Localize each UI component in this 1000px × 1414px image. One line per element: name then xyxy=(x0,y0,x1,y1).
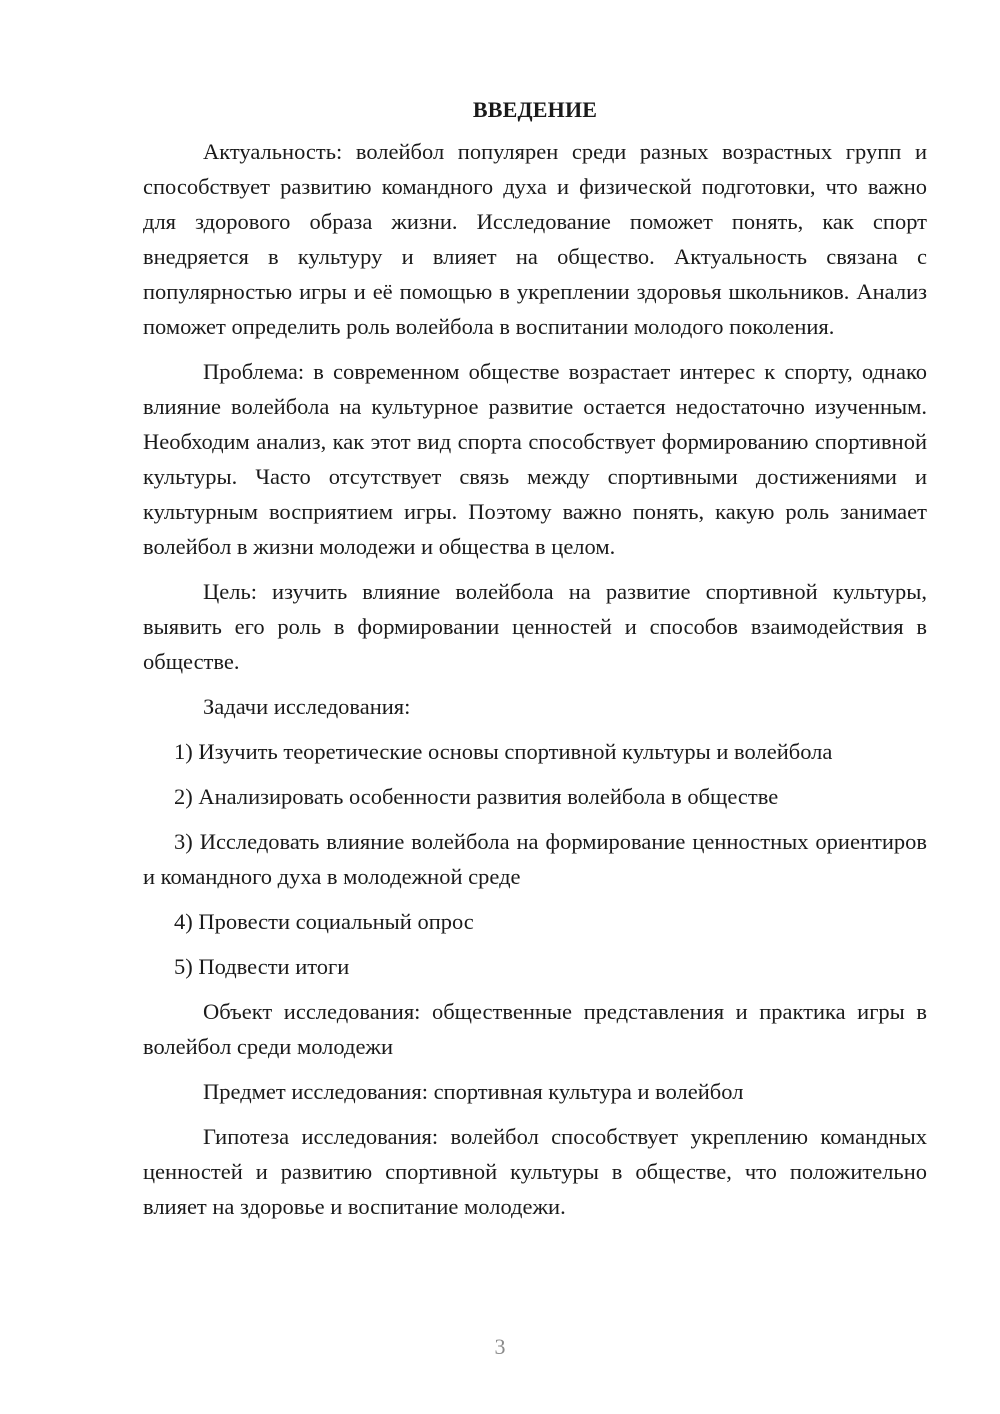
task-item-1: 1) Изучить теоретические основы спортивной культуры и волейбола xyxy=(174,739,833,764)
paragraph-object: Объект исследования: общественные представления и практика игры в волейбол среди молодежи xyxy=(143,999,927,1059)
task-item-5: 5) Подвести итоги xyxy=(174,954,350,979)
section-title: ВВЕДЕНИЕ xyxy=(472,97,598,122)
task-item-4: 4) Провести социальный опрос xyxy=(174,909,474,934)
paragraph-subject: Предмет исследования: спортивная культура и волейбол xyxy=(203,1079,744,1104)
paragraph-hypothesis: Гипотеза исследования: волейбол способствует укреплению командных ценностей и развитию спортивной культуры в обществе, что положительно влияет на здоровье и воспитание молодежи. xyxy=(143,1124,927,1219)
paragraph-goal: Цель: изучить влияние волейбола на развитие спортивной культуры, выявить его роль в формировании ценностей и способов взаимодействия в обществе. xyxy=(143,579,927,674)
paragraph-problem: Проблема: в современном обществе возрастает интерес к спорту, однако влияние волейбола на культурное развитие остается недостаточно изученным. Необходим анализ, как этот вид спорта способствует формированию спортивной культуры. Часто отсутствует связь между спортивными достижениями и культурным восприятием игры. Поэтому важно понять, какую роль занимает волейбол в жизни молодежи и общества в целом. xyxy=(143,359,927,559)
task-item-2: 2) Анализировать особенности развития волейбола в обществе xyxy=(174,784,779,809)
paragraph-tasks-heading: Задачи исследования: xyxy=(203,694,411,719)
paragraph-relevance: Актуальность: волейбол популярен среди разных возрастных групп и способствует развитию командного духа и физической подготовки, что важно для здорового образа жизни. Исследование поможет понять, как спорт внедряется в культуру и влияет на общество. Актуальность связана с популярностью игры и её помощью в укреплении здоровья школьников. Анализ поможет определить роль волейбола в воспитании молодого поколения. xyxy=(143,139,927,339)
task-item-3: 3) Исследовать влияние волейбола на формирование ценностных ориентиров и командного духа в молодежной среде xyxy=(143,829,927,889)
page-content xyxy=(143,94,927,1234)
page-number: 3 xyxy=(494,1334,506,1359)
